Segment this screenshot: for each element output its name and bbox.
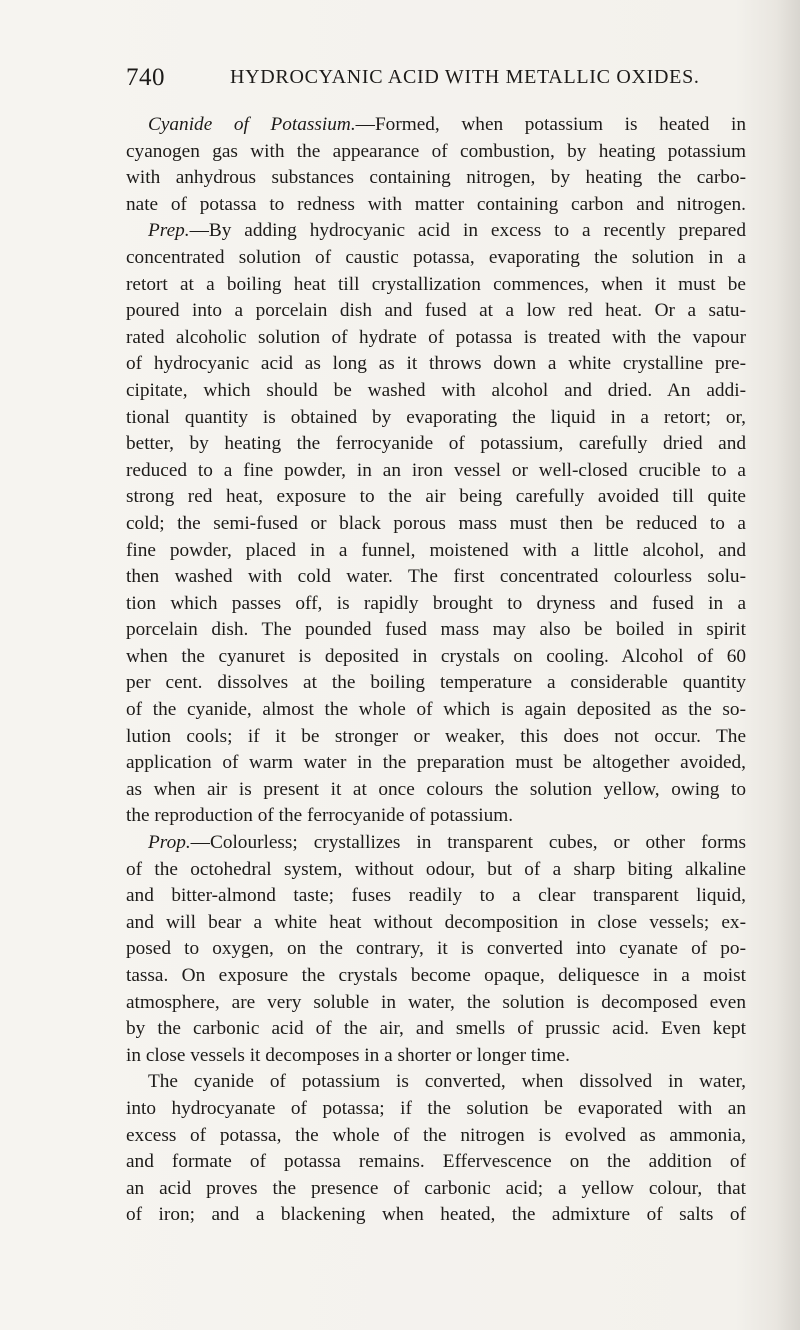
text-line: tion which passes off, is rapidly brought to dryness and fused in a <box>126 592 746 614</box>
text-line: and will bear a white heat without decomposition in close vessels; ex- <box>126 911 746 933</box>
run-in-heading: Cyanide of Potassium. <box>148 114 356 135</box>
text-line: Prep.—By adding hydrocyanic acid in excess to a recently prepared <box>148 220 746 242</box>
text-line: rated alcoholic solution of hydrate of potassa is treated with the vapour <box>126 326 746 348</box>
text-line: as when air is present it at once colours the solution yellow, owing to <box>126 778 746 800</box>
text-line: Cyanide of Potassium.—Formed, when potassium is heated in <box>148 114 746 135</box>
text-line: cipitate, which should be washed with alcohol and dried. An addi- <box>126 379 746 401</box>
text-line: nate of potassa to redness with matter containing carbon and nitrogen. <box>126 193 746 215</box>
text-line: cold; the semi-fused or black porous mass must then be reduced to a <box>126 512 746 534</box>
text-line: by the carbonic acid of the air, and smells of prussic acid. Even kept <box>126 1018 746 1040</box>
text-line: Prop.—Colourless; crystallizes in transparent cubes, or other forms <box>148 832 746 854</box>
text-line: posed to oxygen, on the contrary, it is converted into cyanate of po- <box>126 938 746 960</box>
text-line: and formate of potassa remains. Effervescence on the addition of <box>126 1151 746 1173</box>
text-line: atmosphere, are very soluble in water, the solution is decomposed even <box>126 991 746 1013</box>
text-line: of the cyanide, almost the whole of which is again deposited as the so- <box>126 699 746 721</box>
text-line: into hydrocyanate of potassa; if the solution be evaporated with an <box>126 1097 746 1119</box>
text-line: application of warm water in the preparation must be altogether avoided, <box>126 752 746 774</box>
text-line: better, by heating the ferrocyanide of potassium, carefully dried and <box>126 433 746 455</box>
text-line: The cyanide of potassium is converted, when dissolved in water, <box>148 1071 746 1093</box>
page-number: 740 <box>126 64 165 91</box>
text-line: porcelain dish. The pounded fused mass may also be boiled in spirit <box>126 619 746 641</box>
text-line: concentrated solution of caustic potassa, evaporating the solution in a <box>126 246 746 268</box>
text-line: with anhydrous substances containing nitrogen, by heating the carbo- <box>126 167 746 189</box>
text-line: then washed with cold water. The first concentrated colourless solu- <box>126 566 746 588</box>
text-line: reduced to a fine powder, in an iron vessel or well-closed crucible to a <box>126 459 746 481</box>
text-line: cyanogen gas with the appearance of combustion, by heating potassium <box>126 140 746 162</box>
text-line: fine powder, placed in a funnel, moistened with a little alcohol, and <box>126 539 746 561</box>
text-line: when the cyanuret is deposited in crystals on cooling. Alcohol of 60 <box>126 645 746 667</box>
text-line: in close vessels it decomposes in a shorter or longer time. <box>126 1044 570 1066</box>
run-in-heading: Prop. <box>148 832 191 854</box>
text-line: excess of potassa, the whole of the nitrogen is evolved as ammonia, <box>126 1124 746 1146</box>
text-line: tassa. On exposure the crystals become opaque, deliquesce in a moist <box>126 965 746 986</box>
text-line: per cent. dissolves at the boiling temperature a considerable quantity <box>126 672 746 694</box>
text-line: an acid proves the presence of carbonic acid; a yellow colour, that <box>126 1177 746 1199</box>
text-line: poured into a porcelain dish and fused at a low red heat. Or a satu- <box>126 300 746 322</box>
text-line: of iron; and a blackening when heated, the admixture of salts of <box>126 1204 746 1226</box>
text-line: tional quantity is obtained by evaporating the liquid in a retort; or, <box>126 406 746 428</box>
run-in-heading: Prep. <box>148 220 190 242</box>
text-line: lution cools; if it be stronger or weaker, this does not occur. The <box>126 725 746 747</box>
text-line: and bitter-almond taste; fuses readily to a clear transparent liquid, <box>126 885 746 907</box>
text-line: of hydrocyanic acid as long as it throws down a white crystalline pre- <box>126 353 746 375</box>
body-text <box>126 112 746 1229</box>
text-line: of the octohedral system, without odour, but of a sharp biting alkaline <box>126 858 746 880</box>
text-line: retort at a boiling heat till crystallization commences, when it must be <box>126 273 746 295</box>
page-header <box>126 64 726 98</box>
text-line: strong red heat, exposure to the air being carefully avoided till quite <box>126 486 746 508</box>
text-line: the reproduction of the ferrocyanide of potassium. <box>126 805 514 827</box>
running-title: HYDROCYANIC ACID WITH METALLIC OXIDES. <box>230 66 700 88</box>
